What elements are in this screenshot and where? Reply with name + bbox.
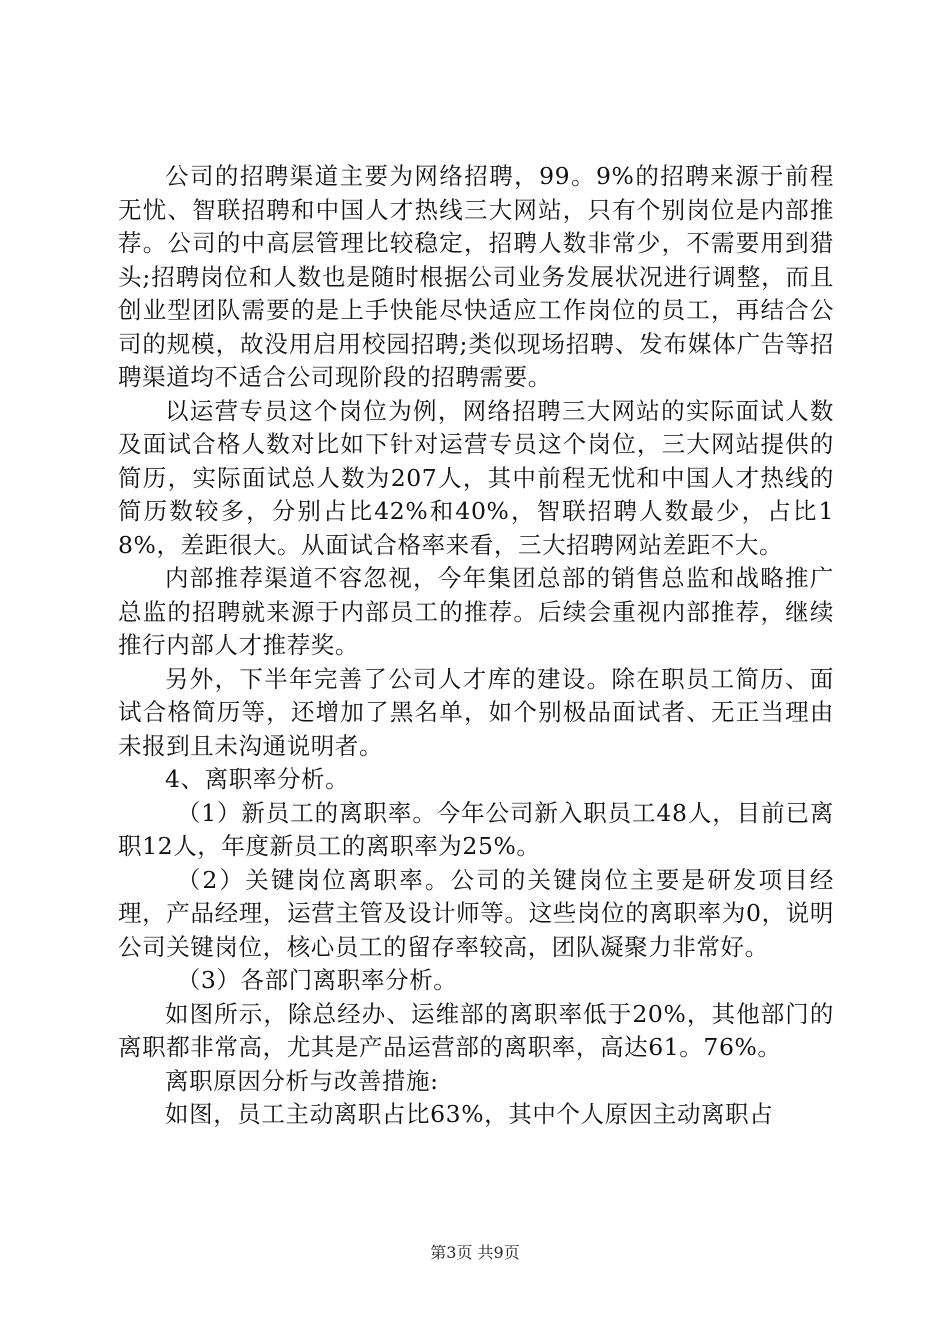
paragraph-department-turnover-heading: （3）各部门离职率分析。 (176, 966, 458, 994)
paragraph-operations-specialist-example: 以运营专员这个岗位为例，网络招聘三大网站的实际面试人数及面试合格人数对比如下针对运营专员这个岗位，三大网站提供的简历，实际面试总人数为207人，其中前程无忧和中国人才热线的简历数较多，分别占比42%和40%，智联招聘人数最少，占比18%，差距很大。从面试合格率来看，三大招聘网站差距不大。 (118, 396, 834, 559)
paragraph-key-position-turnover: （2）关键岗位离职率。公司的关键岗位主要是研发项目经理，产品经理，运营主管及设计师等。这些岗位的离职率为0，说明公司关键岗位，核心员工的留存率较高，团队凝聚力非常好。 (118, 865, 834, 961)
paragraph-reasons-heading: 离职原因分析与改善措施: (165, 1066, 439, 1095)
paragraph-recruitment-channels: 公司的招聘渠道主要为网络招聘，99。9%的招聘来源于前程无忧、智联招聘和中国人才热线三大网站，只有个别岗位是内部推荐。公司的中高层管理比较稳定，招聘人数非常少，不需要用到猎头;招聘岗位和人数也是随时根据公司业务发展状况进行调整，而且创业型团队需要的是上手快能尽快适应工作岗位的员工，再结合公司的规模，故没用启用校园招聘;类似现场招聘、发布媒体广告等招聘渠道均不适合公司现阶段的招聘需要。 (118, 162, 834, 391)
document-body (118, 160, 834, 1132)
section-heading-turnover-analysis: 4、离职率分析。 (165, 765, 350, 793)
paragraph-department-turnover: 如图所示，除总经办、运维部的离职率低于20%，其他部门的离职都非常高，尤其是产品运营部的离职率，高达61。76%。 (118, 999, 834, 1061)
paragraph-talent-pool: 另外，下半年完善了公司人才库的建设。除在职员工简历、面试合格简历等，还增加了黑名单，如个别极品面试者、无正当理由未报到且未沟通说明者。 (118, 664, 834, 760)
paragraph-internal-referral: 内部推荐渠道不容忽视，今年集团总部的销售总监和战略推广总监的招聘就来源于内部员工的推荐。后续会重视内部推荐，继续推行内部人才推荐奖。 (118, 564, 834, 659)
paragraph-new-employee-turnover: （1）新员工的离职率。今年公司新入职员工48人，目前已离职12人，年度新员工的离职率为25%。 (118, 798, 834, 860)
page-number-footer: 第3页 共9页 (430, 1243, 520, 1262)
paragraph-voluntary-turnover: 如图，员工主动离职占比63%，其中个人原因主动离职占 (165, 1100, 774, 1128)
